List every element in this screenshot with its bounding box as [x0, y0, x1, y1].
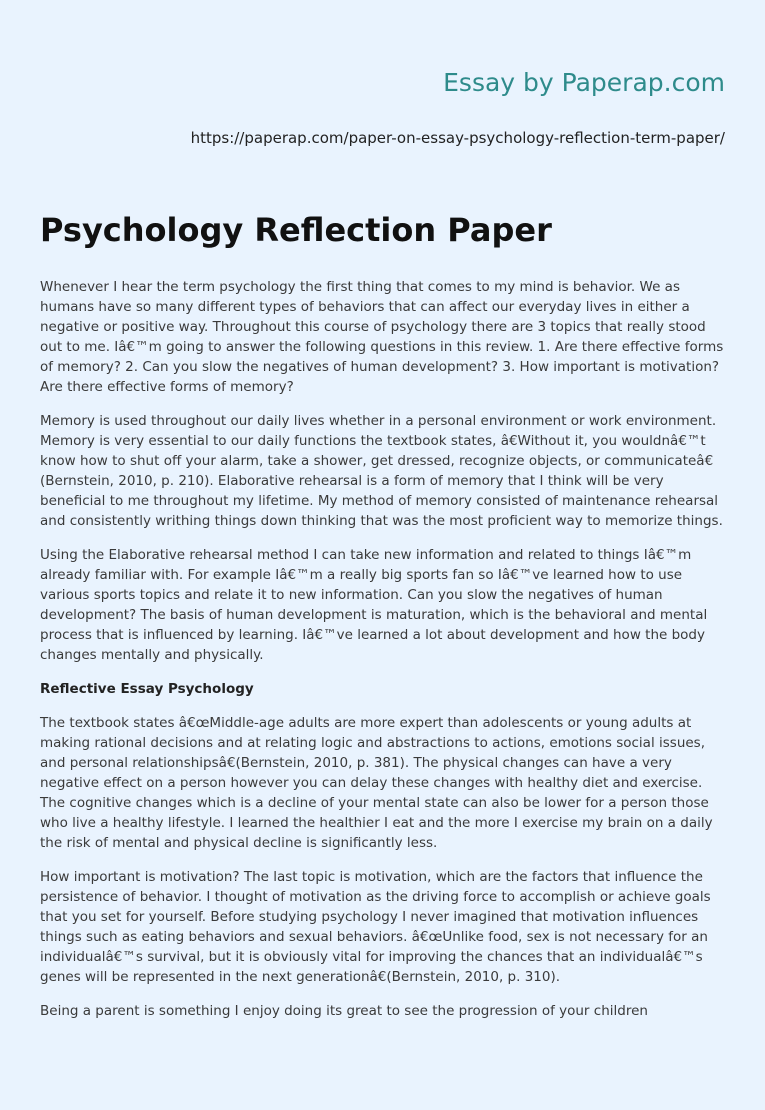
source-url[interactable]: https://paperap.com/paper-on-essay-psychology-reflection-term-paper/ [190, 129, 725, 147]
brand-name[interactable]: Essay by Paperap.com [443, 68, 725, 97]
page-title: Psychology Reflection Paper [40, 211, 552, 249]
paragraph-memory: Memory is used throughout our daily lives whether in a personal environment or work environment. Memory is very essential to our daily functions the textbook states, â€Without it, you wouldnâ€™t know how to shut off your alarm, take a shower, get dressed, recognize objects, or communicateâ€(Bernstein, 2010, p. 210). Elaborative rehearsal is a form of memory that I think will be very beneficial to me throughout my lifetime. My method of memory consisted of maintenance rehearsal and consistently writhing things down thinking that was the most proficient way to memorize things. [40, 413, 723, 529]
essay-body [40, 277, 726, 1035]
paragraph-parenting: Being a parent is something I enjoy doing its great to see the progression of your children [40, 1003, 648, 1019]
paragraph-development: The textbook states â€œMiddle-age adults are more expert than adolescents or young adults at making rational decisions and at relating logic and abstractions to actions, emotions social issues, and personal relationshipsâ€(Bernstein, 2010, p. 381). The physical changes can have a very negative effect on a person however you can delay these changes with healthy diet and exercise. The cognitive changes which is a decline of your mental state can also be lower for a person those who live a healthy lifestyle. I learned the healthier I eat and the more I exercise my brain on a daily the risk of mental and physical decline is significantly less. [40, 715, 713, 851]
paragraph-elaborative-rehearsal: Using the Elaborative rehearsal method I can take new information and related to things Iâ€™m already familiar with. For example Iâ€™m a really big sports fan so Iâ€™ve learned how to use various sports topics and relate it to new information. Can you slow the negatives of human development? The basis of human development is maturation, which is the behavioral and mental process that is influenced by learning. Iâ€™ve learned a lot about development and how the body changes mentally and physically. [40, 547, 708, 663]
paragraph-intro: Whenever I hear the term psychology the first thing that comes to my mind is behavior. We as humans have so many different types of behaviors that can affect our everyday lives in either a negative or positive way. Throughout this course of psychology there are 3 topics that really stood out to me. Iâ€™m going to answer the following questions in this review. 1. Are there effective forms of memory? 2. Can you slow the negatives of human development? 3. How important is motivation? Are there effective forms of memory? [40, 279, 724, 395]
section-subheading: Reflective Essay Psychology [40, 681, 254, 697]
paragraph-motivation: How important is motivation? The last topic is motivation, which are the factors that influence the persistence of behavior. I thought of motivation as the driving force to accomplish or achieve goals that you set for yourself. Before studying psychology I never imagined that motivation influences things such as eating behaviors and sexual behaviors. â€œUnlike food, sex is not necessary for an individualâ€™s survival, but it is obviously vital for improving the chances that an individualâ€™s genes will be represented in the next generationâ€(Bernstein, 2010, p. 310). [40, 869, 711, 985]
